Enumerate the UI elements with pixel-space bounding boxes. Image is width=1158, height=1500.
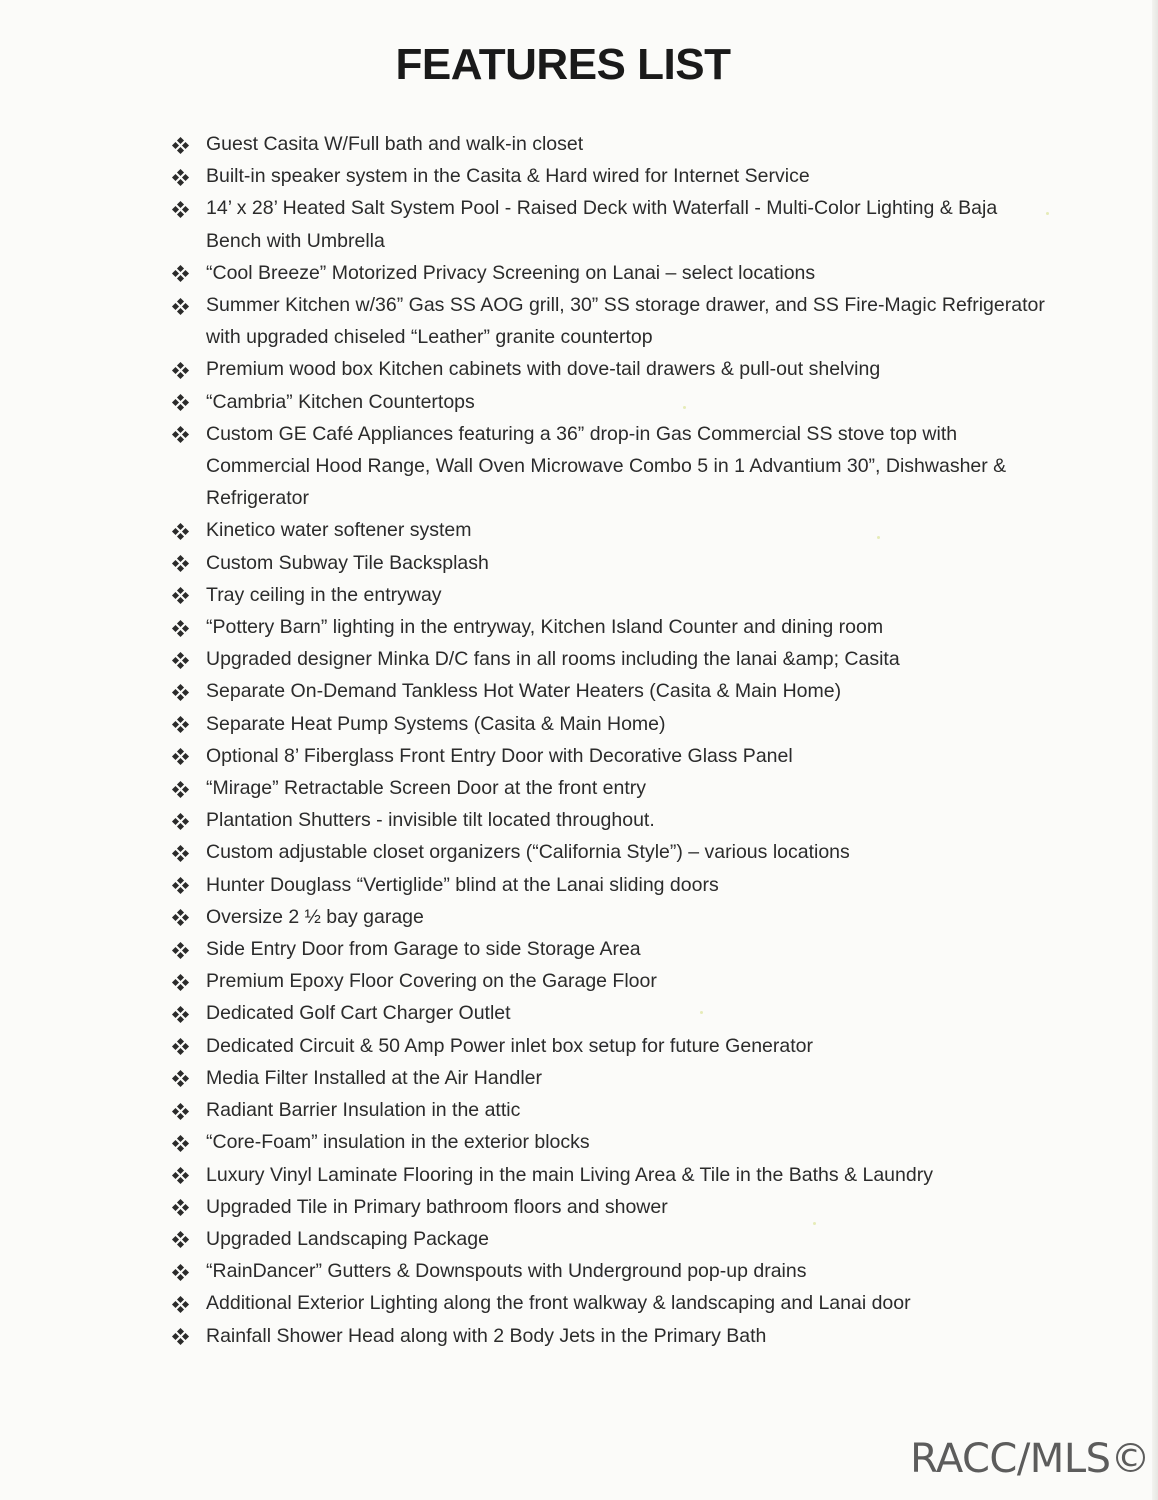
- diamond-bullet-icon: [172, 266, 188, 282]
- feature-item: [170, 643, 1050, 675]
- feature-text: Custom Subway Tile Backsplash: [206, 551, 489, 574]
- feature-item: [170, 1191, 1050, 1223]
- diamond-bullet-icon: [172, 1329, 188, 1345]
- feature-item: [170, 1320, 1050, 1352]
- feature-text: Separate Heat Pump Systems (Casita & Main Home): [206, 712, 666, 735]
- feature-item: [170, 804, 1050, 836]
- diamond-bullet-icon: [172, 1168, 188, 1184]
- feature-item: [170, 257, 1050, 289]
- diamond-bullet-icon: [172, 1006, 188, 1022]
- diamond-bullet-icon: [172, 845, 188, 861]
- feature-text: Upgraded Tile in Primary bathroom floors and shower: [206, 1195, 668, 1218]
- feature-item: [170, 675, 1050, 707]
- feature-item: [170, 772, 1050, 804]
- diamond-bullet-icon: [172, 556, 188, 572]
- diamond-bullet-icon: [172, 1103, 188, 1119]
- feature-text: Premium Epoxy Floor Covering on the Garage Floor: [206, 970, 657, 993]
- feature-item: [170, 418, 1050, 515]
- feature-text: Side Entry Door from Garage to side Storage Area: [206, 938, 641, 961]
- diamond-bullet-icon: [172, 1039, 188, 1055]
- feature-text: Oversize 2 ½ bay garage: [206, 905, 424, 928]
- feature-item: [170, 128, 1050, 160]
- feature-item: [170, 1159, 1050, 1191]
- diamond-bullet-icon: [172, 749, 188, 765]
- feature-text: Rainfall Shower Head along with 2 Body Jets in the Primary Bath: [206, 1324, 767, 1347]
- diamond-bullet-icon: [172, 1264, 188, 1280]
- feature-text: Summer Kitchen w/36” Gas SS AOG grill, 30” SS storage drawer, and SS Fire-Magic Refrigerator with upgraded chiseled “Leather” granite countertop: [206, 294, 1045, 349]
- diamond-bullet-icon: [172, 1232, 188, 1248]
- feature-text: “Pottery Barn” lighting in the entryway, Kitchen Island Counter and dining room: [206, 616, 884, 639]
- diamond-bullet-icon: [172, 652, 188, 668]
- diamond-bullet-icon: [172, 717, 188, 733]
- diamond-bullet-icon: [172, 1200, 188, 1216]
- feature-item: [170, 353, 1050, 385]
- feature-text: “RainDancer” Gutters & Downspouts with Underground pop-up drains: [206, 1260, 807, 1283]
- diamond-bullet-icon: [172, 588, 188, 604]
- diamond-bullet-icon: [172, 1296, 188, 1312]
- diamond-bullet-icon: [172, 523, 188, 539]
- diamond-bullet-icon: [172, 942, 188, 958]
- feature-text: Upgraded Landscaping Package: [206, 1227, 489, 1250]
- diamond-bullet-icon: [172, 137, 188, 153]
- feature-text: Radiant Barrier Insulation in the attic: [206, 1099, 521, 1122]
- feature-text: “Cambria” Kitchen Countertops: [206, 390, 475, 413]
- feature-text: Media Filter Installed at the Air Handler: [206, 1066, 542, 1089]
- feature-item: [170, 740, 1050, 772]
- mls-watermark: RACC/MLS©: [910, 1436, 1150, 1482]
- feature-item: [170, 1094, 1050, 1126]
- diamond-bullet-icon: [172, 201, 188, 217]
- feature-item: [170, 836, 1050, 868]
- feature-item: [170, 1062, 1050, 1094]
- diamond-bullet-icon: [172, 813, 188, 829]
- feature-item: [170, 611, 1050, 643]
- diamond-bullet-icon: [172, 1135, 188, 1151]
- feature-item: [170, 192, 1050, 256]
- feature-text: Separate On-Demand Tankless Hot Water Heaters (Casita & Main Home): [206, 680, 842, 703]
- page-edge: [1152, 0, 1158, 1500]
- feature-text: Tray ceiling in the entryway: [206, 583, 442, 606]
- feature-item: [170, 514, 1050, 546]
- features-list: [170, 128, 1050, 1352]
- feature-item: [170, 1223, 1050, 1255]
- feature-text: Luxury Vinyl Laminate Flooring in the main Living Area & Tile in the Baths & Laundry: [206, 1163, 933, 1186]
- diamond-bullet-icon: [172, 362, 188, 378]
- feature-item: [170, 1030, 1050, 1062]
- feature-text: “Cool Breeze” Motorized Privacy Screening on Lanai – select locations: [206, 261, 816, 284]
- feature-item: [170, 1287, 1050, 1319]
- feature-item: [170, 1255, 1050, 1287]
- feature-item: [170, 997, 1050, 1029]
- feature-item: [170, 933, 1050, 965]
- diamond-bullet-icon: [172, 169, 188, 185]
- feature-text: Dedicated Circuit & 50 Amp Power inlet box setup for future Generator: [206, 1034, 813, 1057]
- feature-item: [170, 1126, 1050, 1158]
- feature-item: [170, 579, 1050, 611]
- feature-text: Optional 8’ Fiberglass Front Entry Door with Decorative Glass Panel: [206, 744, 793, 767]
- feature-text: Premium wood box Kitchen cabinets with dove-tail drawers & pull-out shelving: [206, 358, 881, 381]
- diamond-bullet-icon: [172, 910, 188, 926]
- diamond-bullet-icon: [172, 878, 188, 894]
- feature-text: Upgraded designer Minka D/C fans in all rooms including the lanai &amp; Casita: [206, 648, 900, 671]
- feature-text: Dedicated Golf Cart Charger Outlet: [206, 1002, 511, 1025]
- feature-text: Guest Casita W/Full bath and walk-in closet: [206, 133, 584, 155]
- feature-item: [170, 386, 1050, 418]
- feature-text: Custom adjustable closet organizers (“California Style”) – various locations: [206, 841, 850, 864]
- feature-text: Plantation Shutters - invisible tilt located throughout.: [206, 809, 655, 832]
- diamond-bullet-icon: [172, 620, 188, 636]
- diamond-bullet-icon: [172, 1071, 188, 1087]
- diamond-bullet-icon: [172, 781, 188, 797]
- page-title: FEATURES LIST: [395, 40, 731, 89]
- feature-text: 14’ x 28’ Heated Salt System Pool - Raised Deck with Waterfall - Multi-Color Lighting & Baja Bench with Umbrella: [206, 197, 998, 252]
- feature-item: [170, 160, 1050, 192]
- diamond-bullet-icon: [172, 395, 188, 411]
- feature-text: Hunter Douglass “Vertiglide” blind at the Lanai sliding doors: [206, 873, 719, 896]
- feature-item: [170, 289, 1050, 353]
- feature-text: Kinetico water softener system: [206, 519, 472, 542]
- feature-text: Built-in speaker system in the Casita & Hard wired for Internet Service: [206, 165, 810, 188]
- diamond-bullet-icon: [172, 684, 188, 700]
- diamond-bullet-icon: [172, 974, 188, 990]
- feature-item: [170, 901, 1050, 933]
- feature-text: “Mirage” Retractable Screen Door at the front entry: [206, 777, 647, 800]
- feature-item: [170, 965, 1050, 997]
- feature-text: “Core-Foam” insulation in the exterior blocks: [206, 1131, 590, 1154]
- feature-item: [170, 547, 1050, 579]
- feature-item: [170, 708, 1050, 740]
- feature-item: [170, 869, 1050, 901]
- feature-text: Custom GE Café Appliances featuring a 36” drop-in Gas Commercial SS stove top with Commercial Hood Range, Wall Oven Microwave Combo 5 in 1 Advantium 30”, Dishwasher & Refrigerator: [206, 422, 1007, 510]
- feature-text: Additional Exterior Lighting along the front walkway & landscaping and Lanai door: [206, 1292, 911, 1315]
- diamond-bullet-icon: [172, 427, 188, 443]
- diamond-bullet-icon: [172, 298, 188, 314]
